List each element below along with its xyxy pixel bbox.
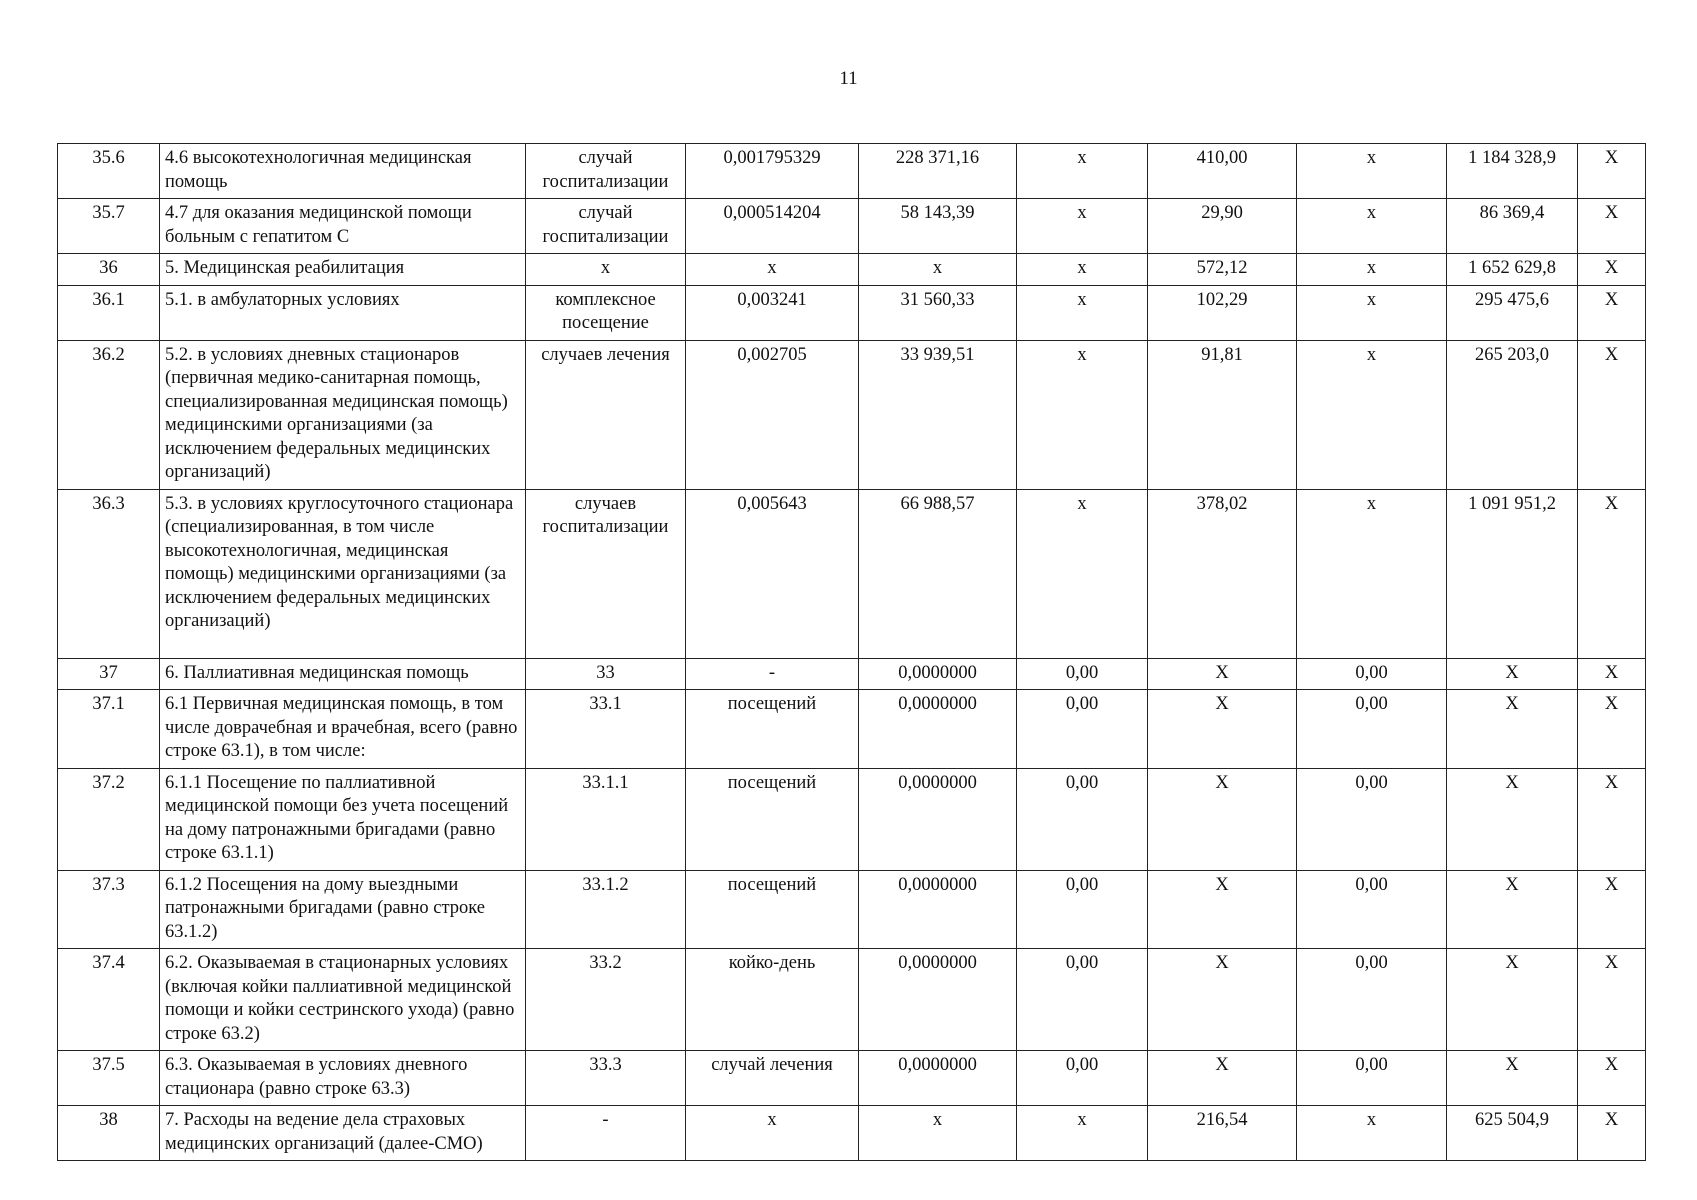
table-row [58,658,1646,690]
cell-col-7: 216,54 [1148,1106,1297,1161]
cell-unit: случай лечения [686,1051,859,1106]
cell-col-9: 1 091 951,2 [1447,489,1578,658]
row-description: 6.3. Оказываемая в условиях дневного стационара (равно строке 63.3) [160,1051,526,1106]
cell-col-9: Х [1447,949,1578,1051]
row-number: 36.3 [58,489,160,658]
cell-col-8: 0,00 [1297,1051,1447,1106]
cell-col-10: Х [1578,285,1646,340]
cell-col-7: 102,29 [1148,285,1297,340]
cell-code: 33.2 [526,949,686,1051]
cell-col-8: 0,00 [1297,658,1447,690]
cell-unit: посещений [686,870,859,949]
table-row [58,144,1646,199]
row-number: 37.3 [58,870,160,949]
row-description: 5.3. в условиях круглосуточного стационара (специализированная, в том числе высокотехнологичная, медицинская помощь) медицинскими организациями (за исключением федеральных медицинских организаций) [160,489,526,658]
table-row [58,768,1646,870]
cell-col-9: Х [1447,1051,1578,1106]
cell-col-7: 91,81 [1148,340,1297,489]
cell-col-10: Х [1578,870,1646,949]
cell-col-6: х [1017,1106,1148,1161]
cell-col-6: х [1017,285,1148,340]
cell-col-7: Х [1148,658,1297,690]
table-row [58,1051,1646,1106]
cell-col-4: 0,001795329 [686,144,859,199]
cell-col-10: Х [1578,658,1646,690]
cell-col-5: х [859,1106,1017,1161]
cell-unit: х [526,254,686,286]
cell-col-5: 0,0000000 [859,949,1017,1051]
cell-unit: случаев госпитализации [526,489,686,658]
cell-col-4: 0,003241 [686,285,859,340]
row-description: 5.1. в амбулаторных условиях [160,285,526,340]
cell-col-6: х [1017,144,1148,199]
cell-col-9: Х [1447,870,1578,949]
cell-col-10: Х [1578,1106,1646,1161]
row-description: 4.6 высокотехнологичная медицинская помощь [160,144,526,199]
table-row [58,285,1646,340]
cell-col-8: х [1297,254,1447,286]
cell-unit: комплексное посещение [526,285,686,340]
row-number: 36.2 [58,340,160,489]
cell-col-7: 410,00 [1148,144,1297,199]
cell-col-6: 0,00 [1017,870,1148,949]
cell-code: 33.1.1 [526,768,686,870]
cell-col-5: 228 371,16 [859,144,1017,199]
cell-col-10: Х [1578,199,1646,254]
table-row [58,1106,1646,1161]
cell-col-8: 0,00 [1297,690,1447,769]
cell-col-8: х [1297,144,1447,199]
cell-col-6: 0,00 [1017,768,1148,870]
cell-col-7: Х [1148,690,1297,769]
row-number: 37.2 [58,768,160,870]
cell-col-8: х [1297,199,1447,254]
cell-col-6: 0,00 [1017,949,1148,1051]
cell-col-9: 1 652 629,8 [1447,254,1578,286]
table-row [58,340,1646,489]
row-number: 38 [58,1106,160,1161]
data-table [57,143,1646,1161]
cell-col-7: Х [1148,949,1297,1051]
cell-unit: случай госпитализации [526,144,686,199]
cell-unit: - [686,658,859,690]
row-description: 6.1.2 Посещения на дому выездными патронажными бригадами (равно строке 63.1.2) [160,870,526,949]
cell-col-9: 265 203,0 [1447,340,1578,489]
table-row [58,690,1646,769]
cell-col-8: 0,00 [1297,870,1447,949]
row-number: 36 [58,254,160,286]
cell-col-7: Х [1148,870,1297,949]
cell-col-7: 29,90 [1148,199,1297,254]
row-number: 35.6 [58,144,160,199]
cell-col-6: 0,00 [1017,1051,1148,1106]
cell-col-5: 0,0000000 [859,870,1017,949]
table-row [58,870,1646,949]
table-row [58,254,1646,286]
cell-col-5: 0,0000000 [859,768,1017,870]
cell-col-9: Х [1447,768,1578,870]
cell-col-5: 58 143,39 [859,199,1017,254]
cell-col-7: Х [1148,768,1297,870]
cell-col-9: 295 475,6 [1447,285,1578,340]
cell-col-6: х [1017,489,1148,658]
cell-col-7: Х [1148,1051,1297,1106]
cell-col-8: х [1297,1106,1447,1161]
cell-col-6: х [1017,254,1148,286]
cell-col-10: Х [1578,340,1646,489]
cell-col-10: Х [1578,690,1646,769]
cell-col-6: 0,00 [1017,658,1148,690]
cell-col-6: 0,00 [1017,690,1148,769]
row-description: 5. Медицинская реабилитация [160,254,526,286]
cell-col-9: 625 504,9 [1447,1106,1578,1161]
cell-col-5: 33 939,51 [859,340,1017,489]
cell-code: 33 [526,658,686,690]
row-description: 6.1.1 Посещение по паллиативной медицинской помощи без учета посещений на дому патронажными бригадами (равно строке 63.1.1) [160,768,526,870]
cell-col-8: х [1297,285,1447,340]
table-row [58,949,1646,1051]
cell-col-5: 66 988,57 [859,489,1017,658]
table-row [58,199,1646,254]
cell-col-4: 0,000514204 [686,199,859,254]
cell-col-4: 0,005643 [686,489,859,658]
table-row [58,489,1646,658]
row-number: 37.5 [58,1051,160,1106]
cell-col-4: 0,002705 [686,340,859,489]
cell-col-5: 31 560,33 [859,285,1017,340]
cell-code: 33.3 [526,1051,686,1106]
row-number: 37.4 [58,949,160,1051]
cell-col-9: Х [1447,658,1578,690]
cell-col-9: 1 184 328,9 [1447,144,1578,199]
cell-col-9: 86 369,4 [1447,199,1578,254]
row-number: 36.1 [58,285,160,340]
cell-col-5: 0,0000000 [859,1051,1017,1106]
cell-col-6: х [1017,340,1148,489]
cell-col-5: 0,0000000 [859,658,1017,690]
cell-col-8: х [1297,340,1447,489]
cell-col-10: Х [1578,489,1646,658]
cell-col-10: Х [1578,254,1646,286]
row-description: 7. Расходы на ведение дела страховых медицинских организаций (далее-СМО) [160,1106,526,1161]
cell-col-4: х [686,254,859,286]
row-description: 5.2. в условиях дневных стационаров (первичная медико-санитарная помощь, специализированная медицинская помощь) медицинскими организациями (за исключением федеральных медицинских организаций) [160,340,526,489]
cell-col-6: х [1017,199,1148,254]
page-number: 11 [839,68,858,89]
row-number: 37.1 [58,690,160,769]
row-description: 6. Паллиативная медицинская помощь [160,658,526,690]
cell-col-10: Х [1578,1051,1646,1106]
row-number: 35.7 [58,199,160,254]
cell-unit: посещений [686,768,859,870]
cell-col-10: Х [1578,768,1646,870]
cell-col-8: х [1297,489,1447,658]
cell-code: - [526,1106,686,1161]
cell-code: 33.1 [526,690,686,769]
cell-col-10: Х [1578,949,1646,1051]
row-number: 37 [58,658,160,690]
cell-col-8: 0,00 [1297,949,1447,1051]
row-description: 6.1 Первичная медицинская помощь, в том числе доврачебная и врачебная, всего (равно строке 63.1), в том числе: [160,690,526,769]
cell-unit: х [686,1106,859,1161]
cell-col-7: 378,02 [1148,489,1297,658]
cell-unit: посещений [686,690,859,769]
cell-col-7: 572,12 [1148,254,1297,286]
cell-unit: случаев лечения [526,340,686,489]
cell-col-5: 0,0000000 [859,690,1017,769]
row-description: 6.2. Оказываемая в стационарных условиях (включая койки паллиативной медицинской помощи и койки сестринского ухода) (равно строке 63.2) [160,949,526,1051]
cell-unit: случай госпитализации [526,199,686,254]
cell-col-9: Х [1447,690,1578,769]
cell-col-10: Х [1578,144,1646,199]
cell-col-5: х [859,254,1017,286]
row-description: 4.7 для оказания медицинской помощи больным с гепатитом С [160,199,526,254]
cell-unit: койко-день [686,949,859,1051]
cell-code: 33.1.2 [526,870,686,949]
cell-col-8: 0,00 [1297,768,1447,870]
